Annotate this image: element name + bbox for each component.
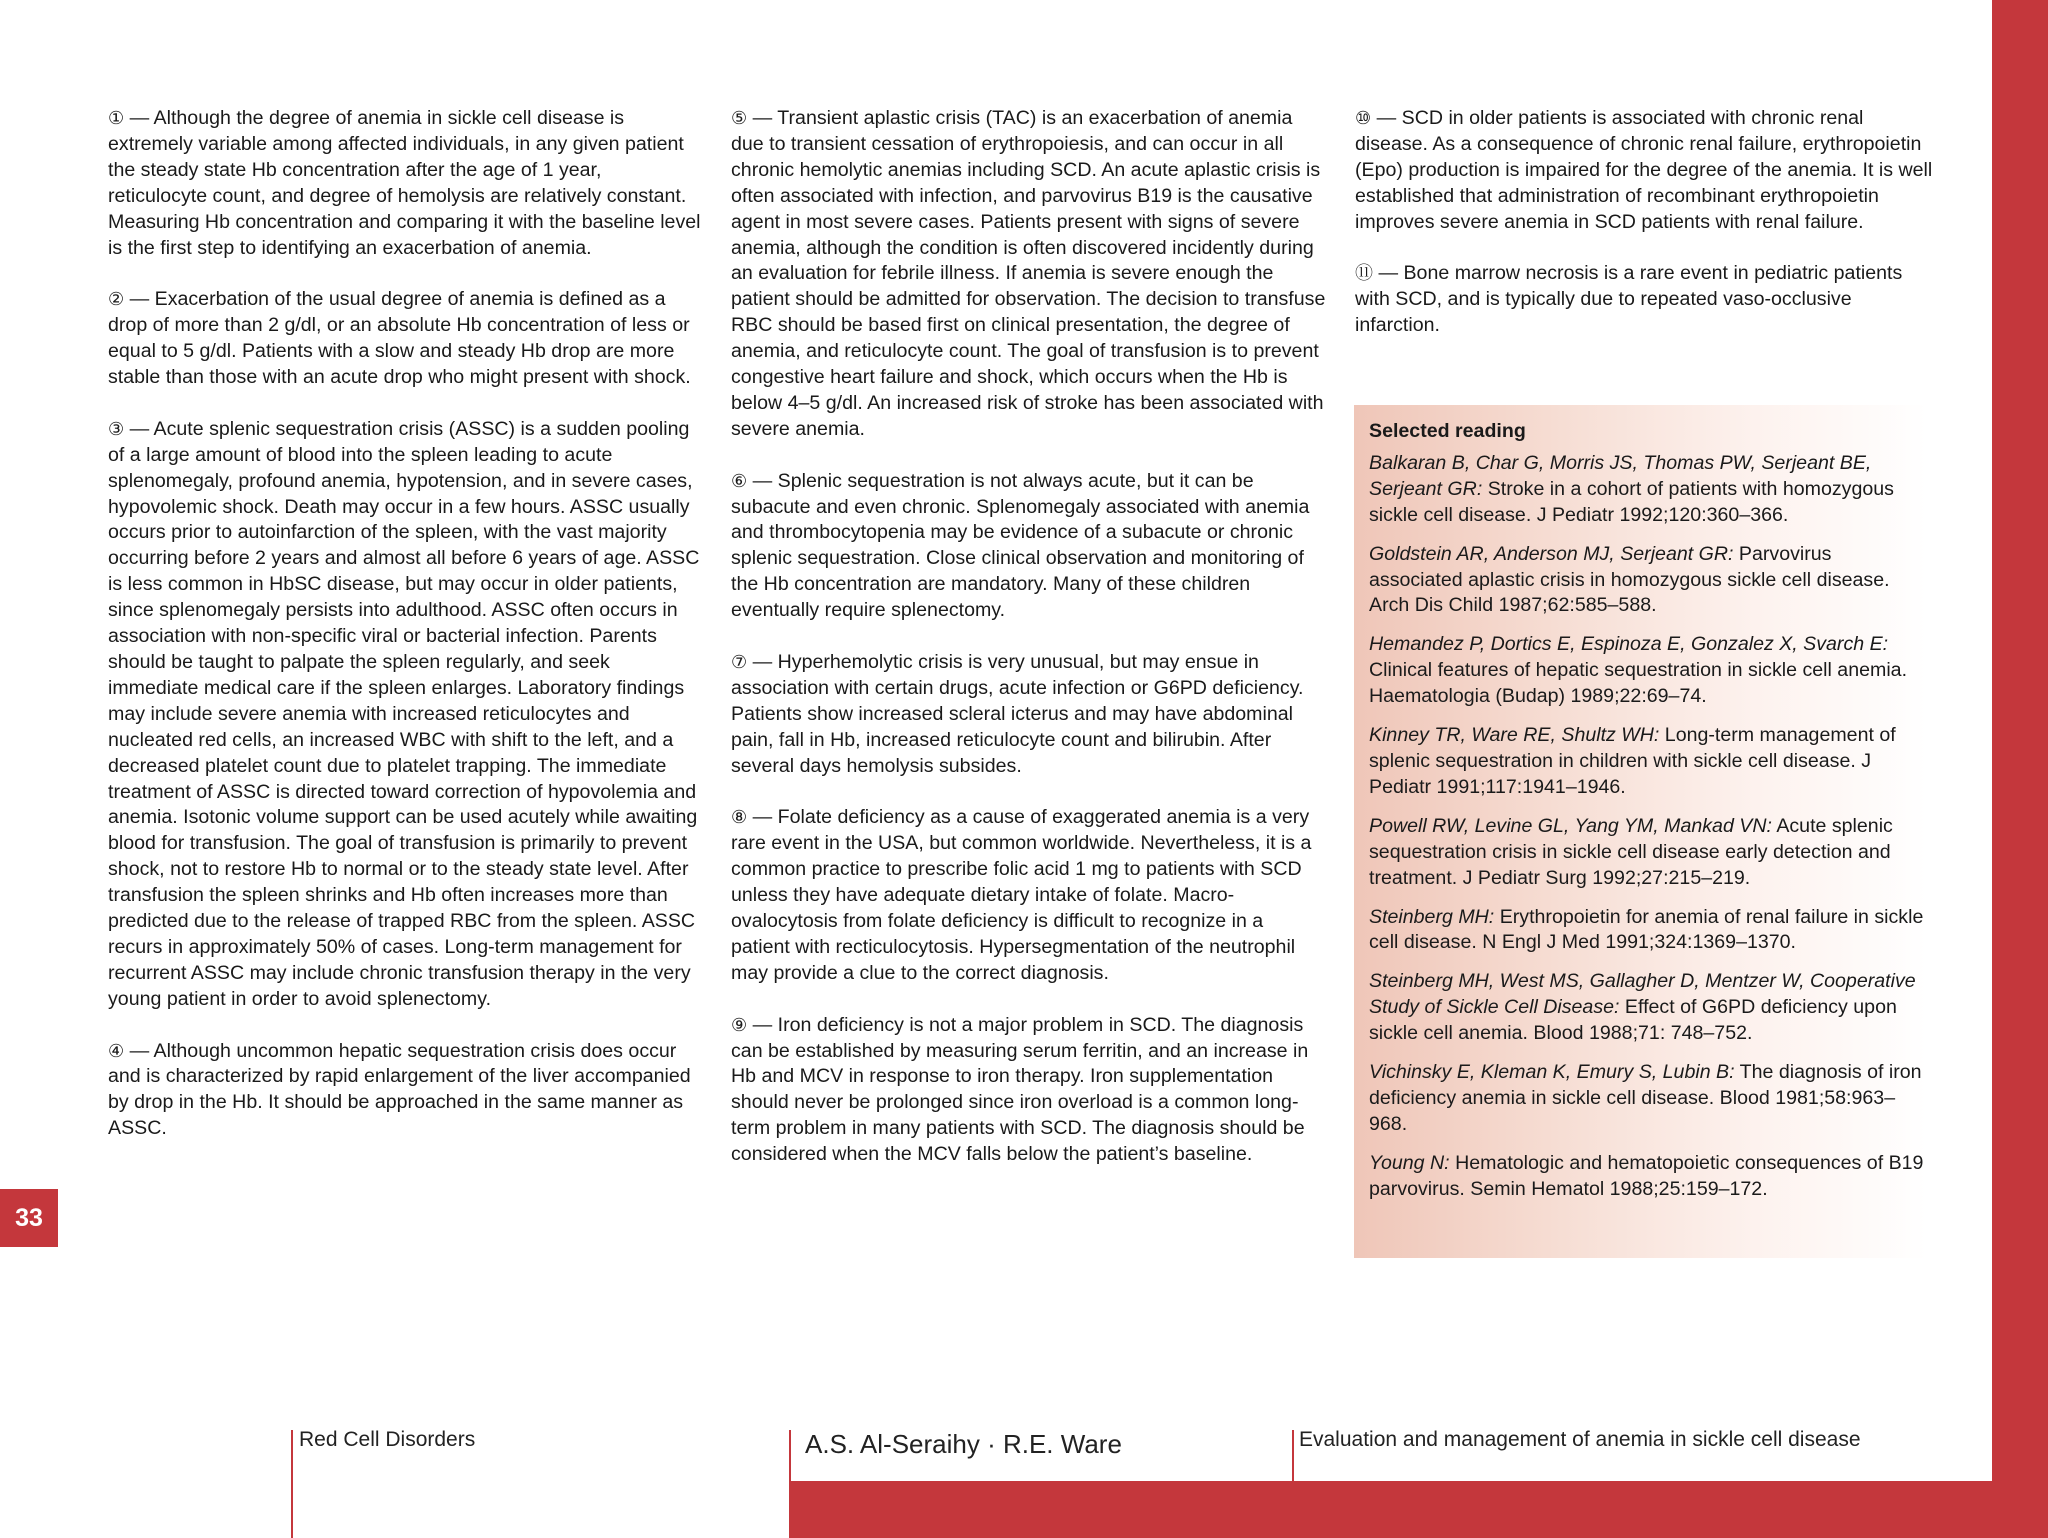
- selected-reading-box: [1354, 405, 1927, 1258]
- reference-item: [1369, 1151, 1927, 1203]
- paragraph: [108, 287, 703, 391]
- em-dash: —: [1371, 107, 1402, 129]
- reference-authors: Kinney TR, Ware RE, Shultz WH:: [1369, 724, 1660, 747]
- reference-list: [1369, 451, 1927, 1203]
- paragraph-text: Bone marrow necrosis is a rare event in pediatric patients with SCD, and is typically due to repeated vaso-occlusive infarction.: [1355, 262, 1903, 337]
- paragraph-number: ⑩: [1355, 108, 1372, 129]
- footer-chapter-title: Evaluation and management of anemia in sickle cell disease: [1299, 1428, 1861, 1451]
- reference-citation: Parvovirus associated aplastic crisis in homozygous sickle cell disease. Arch Dis Child 1987;62:585–588.: [1369, 542, 1890, 617]
- paragraph-number: ③: [108, 418, 125, 440]
- footer-authors: A.S. Al-Seraihy · R.E. Ware: [805, 1429, 1122, 1459]
- em-dash: —: [747, 651, 778, 673]
- em-dash: —: [747, 469, 778, 492]
- paragraph-number: ⑥: [731, 470, 748, 492]
- reference-citation: Long-term management of splenic sequestration in children with sickle cell disease. J Pediatr 1991;117:1941–1946.: [1369, 724, 1896, 798]
- em-dash: —: [124, 417, 154, 440]
- paragraph-number: ⑧: [731, 807, 748, 829]
- paragraph-text: Exacerbation of the usual degree of anemia is defined as a drop of more than 2 g/dl, or an absolute Hb concentration of less or equal to 5 g/dl. Patients with a slow and steady Hb drop are more stable than those with an acute drop who might present with shock.: [108, 288, 691, 389]
- em-dash: —: [747, 107, 778, 129]
- em-dash: —: [124, 107, 154, 129]
- paragraph: [731, 1013, 1326, 1168]
- paragraph-text: Although uncommon hepatic sequestration crisis does occur and is characterized by rapid enlargement of the liver accompanied by drop in the Hb. It should be approached in the same manner as ASSC.: [108, 1039, 691, 1140]
- paragraph: [731, 650, 1326, 780]
- em-dash: —: [124, 288, 155, 311]
- text-column-3: [1355, 106, 1935, 365]
- reference-item: [1369, 814, 1927, 892]
- reference-citation: Stroke in a cohort of patients with homozygous sickle cell disease. J Pediatr 1992;120:360–366.: [1369, 477, 1894, 526]
- paragraph-text: SCD in older patients is associated with chronic renal disease. As a consequence of chronic renal failure, erythropoietin (Epo) production is impaired for the degree of the anemia. It is well established that administration of recombinant erythropoietin improves severe anemia in SCD patients with renal failure.: [1355, 107, 1933, 233]
- paragraph-text: Folate deficiency as a cause of exaggerated anemia is a very rare event in the USA, but common worldwide. Nevertheless, it is a common practice to prescribe folic acid 1 mg to patients with SCD unless they have adequate dietary intake of folate. Macro-ovalocytosis from folate deficiency is difficult to recognize in a patient with recticulocytosis. Hypersegmentation of the neutrophil may provide a clue to the correct diagnosis.: [731, 806, 1312, 984]
- paragraph: [1355, 106, 1935, 236]
- reference-citation: Acute splenic sequestration crisis in sickle cell disease early detection and treatment. J Pediatr Surg 1992;27:215–219.: [1369, 814, 1893, 889]
- paragraph-number: ⑤: [731, 108, 748, 129]
- paragraph: [731, 469, 1326, 624]
- paragraph: [731, 805, 1326, 986]
- text-column-1: [108, 106, 703, 1168]
- reference-authors: Young N:: [1369, 1151, 1450, 1174]
- paragraph-number: ⑪: [1355, 263, 1373, 285]
- bottom-accent-bar: [789, 1481, 2048, 1538]
- footer-section-title: Red Cell Disorders: [299, 1428, 476, 1451]
- selected-reading-title: Selected reading: [1369, 420, 1526, 442]
- reference-citation: Clinical features of hepatic sequestration in sickle cell anemia. Haematologia (Budap) 1989;22:69–74.: [1369, 659, 1908, 708]
- paragraph-text: Although the degree of anemia in sickle cell disease is extremely variable among affected individuals, in any given patient the steady state Hb concentration after the age of 1 year, reticulocyte count, and degree of hemolysis are relatively constant. Measuring Hb concentration and comparing it with the baseline level is the first step to identifying an exacerbation of anemia.: [108, 107, 701, 259]
- paragraph-text: Acute splenic sequestration crisis (ASSC) is a sudden pooling of a large amount of blood into the spleen leading to acute splenomegaly, profound anemia, hypotension, and in severe cases, hypovolemic shock. Death may occur in a few hours. ASSC usually occurs prior to autoinfarction of the spleen, with the vast majority occurring before 2 years and almost all before 6 years of age. ASSC is less common in HbSC disease, but may occur in older patients, since splenomegaly persists into adulthood. ASSC often occurs in association with non-specific viral or bacterial infection. Parents should be taught to palpate the spleen regularly, and seek immediate medical care if the spleen enlarges. Laboratory findings may include severe anemia with increased reticulocytes and nucleated red cells, an increased WBC with shift to the left, and a decreased platelet count due to platelet trapping. The immediate treatment of ASSC is directed toward correction of hypovolemia and anemia. Isotonic volume support can be used acutely while awaiting blood for transfusion. The goal of transfusion is primarily to prevent shock, not to restore Hb to normal or to the steady state level. After transfusion the spleen shrinks and Hb often increases more than predicted due to the release of trapped RBC from the spleen. ASSC recurs in approximately 50% of cases. Long-term management for recurrent ASSC may include chronic transfusion therapy in the very young patient in order to avoid splenectomy.: [108, 417, 700, 1010]
- em-dash: —: [1373, 262, 1404, 285]
- paragraph-text: Splenic sequestration is not always acute, but it can be subacute and even chronic. Splenomegaly associated with anemia and thrombocytopenia may be evidence of a subacute or chronic splenic sequestration. Close clinical observation and monitoring of the Hb concentration are mandatory. Many of these children eventually require splenectomy.: [731, 469, 1310, 622]
- reference-authors: Vichinsky E, Kleman K, Emury S, Lubin B:: [1369, 1061, 1735, 1084]
- reference-authors: Powell RW, Levine GL, Yang YM, Mankad VN:: [1369, 814, 1772, 837]
- paragraph-number: ⑨: [731, 1014, 748, 1036]
- reference-citation: Hematologic and hematopoietic consequences of B19 parvovirus. Semin Hematol 1988;25:159–172.: [1369, 1151, 1924, 1200]
- reference-authors: Goldstein AR, Anderson MJ, Serjeant GR:: [1369, 542, 1734, 565]
- reference-item: [1369, 542, 1927, 620]
- reference-citation: Effect of G6PD deficiency upon sickle cell anemia. Blood 1988;71: 748–752.: [1369, 996, 1897, 1045]
- paragraph-text: Iron deficiency is not a major problem in SCD. The diagnosis can be established by measuring serum ferritin, and an increase in Hb and MCV in response to iron therapy. Iron supplementation should never be prolonged since iron overload is a common long-term problem in many patients with SCD. The diagnosis should be considered when the MCV falls below the patient’s baseline.: [731, 1013, 1309, 1166]
- paragraph: [731, 106, 1326, 443]
- reference-authors: Hemandez P, Dortics E, Espinoza E, Gonzalez X, Svarch E:: [1369, 633, 1889, 656]
- footer-divider-left: [291, 1430, 293, 1538]
- reference-item: [1369, 905, 1927, 957]
- paragraph-text: Transient aplastic crisis (TAC) is an exacerbation of anemia due to transient cessation of erythropoiesis, and can occur in all chronic hemolytic anemias including SCD. An acute aplastic crisis is often associated with infection, and parvovirus B19 is the causative agent in most severe cases. Patients present with signs of severe anemia, although the condition is often discovered incidently during an evaluation for febrile illness. If anemia is severe enough the patient should be admitted for observation. The decision to transfuse RBC should be based first on clinical presentation, the degree of anemia, and reticulocyte count. The goal of transfusion is to prevent congestive heart failure and shock, which occurs when the Hb is below 4–5 g/dl. An increased risk of stroke has been associated with severe anemia.: [731, 107, 1326, 440]
- paragraph-number: ①: [108, 108, 125, 129]
- reference-authors: Steinberg MH, West MS, Gallagher D, Mentzer W, Cooperative Study of Sickle Cell Disease:: [1369, 970, 1916, 1019]
- reference-citation: Erythropoietin for anemia of renal failure in sickle cell disease. N Engl J Med 1991;324:1369–1370.: [1369, 905, 1924, 954]
- paragraph-number: ④: [108, 1040, 125, 1062]
- reference-item: [1369, 632, 1927, 710]
- em-dash: —: [747, 1013, 778, 1036]
- text-column-2: [731, 106, 1326, 1194]
- reference-item: [1369, 1060, 1927, 1138]
- paragraph: [108, 106, 703, 261]
- reference-citation: The diagnosis of iron deficiency anemia in sickle cell disease. Blood 1981;58:963–968.: [1369, 1061, 1922, 1135]
- em-dash: —: [747, 806, 778, 829]
- reference-item: [1369, 969, 1927, 1047]
- reference-item: [1369, 451, 1927, 529]
- reference-item: [1369, 723, 1927, 801]
- paragraph-number: ⑦: [731, 652, 748, 673]
- paragraph-text: Hyperhemolytic crisis is very unusual, but may ensue in association with certain drugs, acute infection or G6PD deficiency. Patients show increased scleral icterus and may have abdominal pain, fall in Hb, increased reticulocyte count and bilirubin. After several days hemolysis subsides.: [731, 651, 1304, 777]
- right-accent-bar: [1992, 0, 2048, 1538]
- paragraph-number: ②: [108, 289, 125, 311]
- reference-authors: Balkaran B, Char G, Morris JS, Thomas PW, Serjeant BE, Serjeant GR:: [1369, 451, 1872, 500]
- footer-divider-right: [1292, 1430, 1294, 1481]
- page-number: 33: [0, 1189, 58, 1247]
- paragraph: [108, 417, 703, 1013]
- reference-authors: Steinberg MH:: [1369, 905, 1495, 928]
- em-dash: —: [124, 1039, 154, 1062]
- paragraph: [1355, 261, 1935, 339]
- footer-divider-center: [789, 1430, 791, 1481]
- paragraph: [108, 1039, 703, 1143]
